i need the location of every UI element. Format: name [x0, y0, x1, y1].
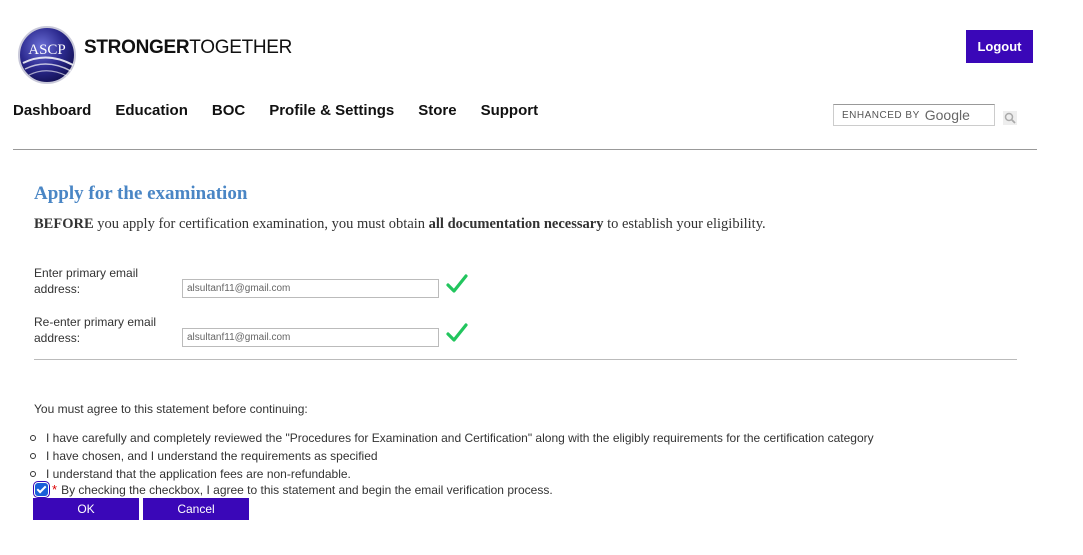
search-google-label: Google: [924, 107, 970, 123]
page-title: Apply for the examination: [34, 183, 248, 204]
ascp-logo-icon[interactable]: [17, 25, 77, 85]
email-label: Enter primary email address:: [34, 266, 139, 296]
nav-item-boc[interactable]: BOC: [211, 102, 246, 119]
nav-item-dashboard[interactable]: Dashboard: [13, 102, 92, 119]
email-field[interactable]: alsultanf11@gmail.com: [182, 279, 439, 298]
intro-end: to establish your eligibility.: [603, 216, 766, 232]
agreement-list: [30, 429, 874, 483]
ok-button[interactable]: OK: [33, 498, 139, 520]
list-item: I have chosen, and I understand the requirements as specified: [30, 447, 874, 465]
nav-item-support[interactable]: Support: [480, 102, 539, 119]
search-input[interactable]: [833, 104, 995, 126]
list-item: I have carefully and completely reviewed the "Procedures for Examination and Certification" along with the eligibly requirements for the certification category: [30, 429, 874, 447]
header-divider: [13, 149, 1037, 150]
cancel-button[interactable]: Cancel: [143, 498, 249, 520]
search-enhanced-by: ENHANCED BY: [842, 109, 920, 121]
brand-bold: STRONGER: [84, 37, 190, 58]
nav-item-profile-settings[interactable]: Profile & Settings: [269, 102, 395, 119]
nav-item-education[interactable]: Education: [115, 102, 188, 119]
agreement-checkbox-label[interactable]: By checking the checkbox, I agree to this statement and begin the email verification process.: [61, 482, 553, 497]
list-item: I understand that the application fees are non-refundable.: [30, 465, 874, 483]
agreement-checkbox-row: [35, 482, 553, 497]
search-icon[interactable]: [1003, 111, 1017, 125]
intro-mid: you apply for certification examination, you must obtain: [93, 216, 429, 232]
intro-text: [34, 216, 766, 233]
brand-wordmark: [84, 37, 292, 59]
required-mark: *: [52, 482, 58, 497]
form-divider: [34, 359, 1017, 360]
agreement-title: You must agree to this statement before continuing:: [34, 402, 308, 416]
nav-item-store[interactable]: Store: [418, 102, 457, 119]
site-search: [833, 104, 1017, 126]
brand-light: TOGETHER: [189, 37, 293, 58]
intro-bold: all documentation necessary: [428, 216, 604, 232]
intro-before: BEFORE: [34, 216, 94, 232]
reemail-valid-checkmark-icon: [446, 322, 468, 344]
logo-text: ASCP: [28, 42, 66, 58]
agreement-checkbox[interactable]: [35, 483, 48, 496]
main-nav: [13, 102, 562, 119]
reemail-label: Re-enter primary email address:: [34, 315, 157, 345]
reemail-field[interactable]: alsultanf11@gmail.com: [182, 328, 439, 347]
logout-button[interactable]: Logout: [966, 30, 1033, 63]
email-valid-checkmark-icon: [446, 273, 468, 295]
